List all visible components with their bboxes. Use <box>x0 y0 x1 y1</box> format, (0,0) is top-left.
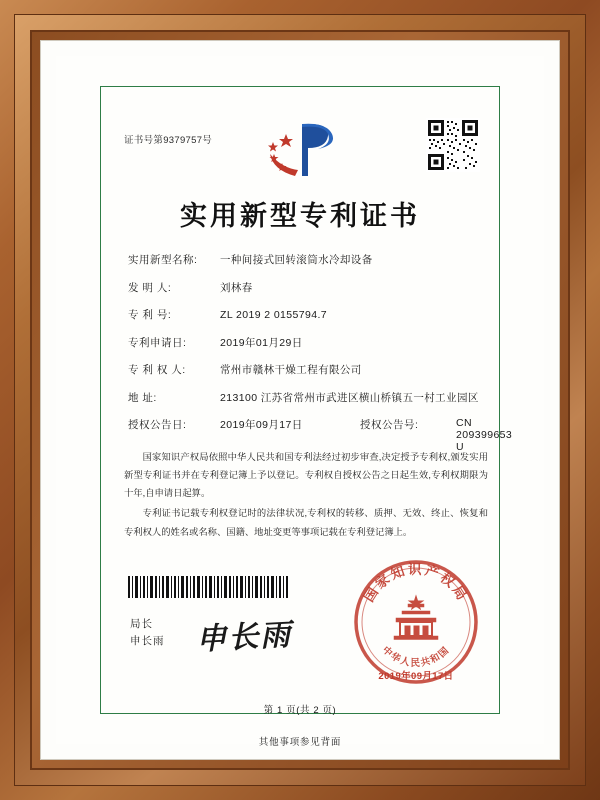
svg-text:中华人民共和国: 中华人民共和国 <box>379 644 453 669</box>
field-label: 授权公告号: <box>360 419 419 431</box>
field-row-patent-number <box>128 307 484 322</box>
barcode <box>128 576 288 598</box>
patent-certificate-page <box>56 56 544 748</box>
field-value: 2019年09月17日 <box>220 419 303 431</box>
field-row-inventor <box>128 280 484 295</box>
footer-note: 其他事项参见背面 <box>258 737 342 748</box>
legal-text <box>124 448 488 543</box>
certificate-number: 证书号第9379757号 <box>124 135 213 146</box>
field-row-address <box>128 390 484 405</box>
page-number: 第 1 页(共 2 页) <box>263 705 337 716</box>
field-label: 发 明 人: <box>128 281 172 294</box>
field-value: ZL 2019 2 0155794.7 <box>220 309 328 321</box>
fields-list <box>128 252 513 466</box>
field-label: 专利申请日: <box>128 336 187 349</box>
director-name: 申长雨 <box>130 635 165 648</box>
director-label <box>130 616 165 651</box>
field-value: 常州市赣林干燥工程有限公司 <box>220 364 362 376</box>
handwritten-signature: 申长雨 <box>195 617 294 658</box>
field-value: 刘林春 <box>220 281 253 294</box>
field-value: CN 209399653 U <box>456 417 513 453</box>
svg-text:国家知识产权局: 国家知识产权局 <box>361 562 471 606</box>
field-label: 专 利 号: <box>128 309 172 321</box>
field-label: 授权公告日: <box>128 419 187 431</box>
document-title: 实用新型专利证书 <box>180 201 420 232</box>
field-value: 213100 江苏省常州市武进区横山桥镇五一村工业园区 <box>220 391 479 404</box>
field-value: 2019年01月29日 <box>220 336 303 349</box>
qr-code <box>426 118 480 172</box>
field-label: 实用新型名称: <box>128 254 198 266</box>
sipo-logo-icon <box>240 118 360 184</box>
director-title: 局长 <box>130 618 153 630</box>
field-label: 专 利 权 人: <box>128 364 186 376</box>
seal-date: 2019年09月17日 <box>378 671 454 682</box>
legal-paragraph-1: 国家知识产权局依照中华人民共和国专利法经过初步审查,决定授予专利权,颁发实用新型专利证书并在专利登记簿上予以登记。专利权自授权公告之日起生效,专利权期限为十年,自申请日起算。 <box>124 452 488 499</box>
field-label: 地 址: <box>128 391 157 404</box>
field-row-patentee <box>128 362 484 377</box>
field-row-application-date <box>128 335 484 350</box>
field-row-utility-model-name <box>128 252 484 267</box>
legal-paragraph-2: 专利证书记载专利权登记时的法律状况,专利权的转移、质押、无效、终止、恢复和专利权人的姓名或名称、国籍、地址变更等事项记载在专利登记簿上。 <box>124 508 488 537</box>
field-value: 一种间接式回转滚筒水冷却设备 <box>220 254 373 266</box>
